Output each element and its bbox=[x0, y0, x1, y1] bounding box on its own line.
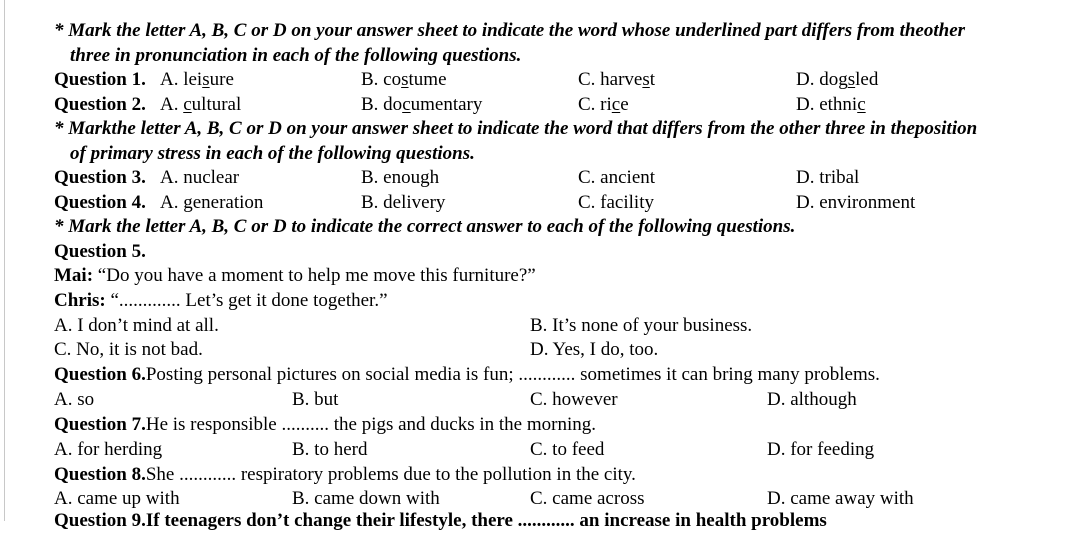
question-2-option-b[interactable]: B. documentary bbox=[361, 94, 483, 115]
question-7-option-a[interactable]: A. for herding bbox=[54, 439, 163, 460]
question-5-label: Question 5. bbox=[54, 241, 146, 262]
mai-line: “Do you have a moment to help me move this furniture?” bbox=[93, 265, 536, 286]
correct-answer-instruction: * Mark the letter A, B, C or D to indicate the correct answer to each of the following questions. bbox=[54, 216, 796, 237]
question-3-option-b[interactable]: B. enough bbox=[361, 167, 440, 188]
question-7-text: He is responsible .......... the pigs and ducks in the morning. bbox=[145, 414, 596, 435]
question-1-label: Question 1. bbox=[54, 69, 146, 90]
question-7-options bbox=[0, 438, 1067, 462]
question-3-option-d[interactable]: D. tribal bbox=[796, 167, 860, 188]
stress-instruction-line1: * Markthe letter A, B, C or D on your answer sheet to indicate the word that differs from the other three in theposition bbox=[54, 118, 978, 139]
question-4-option-a[interactable]: A. generation bbox=[160, 192, 264, 213]
question-5-dialogue-chris bbox=[54, 289, 388, 313]
question-5-option-d[interactable]: D. Yes, I do, too. bbox=[530, 339, 659, 360]
question-4 bbox=[0, 191, 1067, 215]
question-4-option-d[interactable]: D. environment bbox=[796, 192, 916, 213]
question-3-label: Question 3. bbox=[54, 167, 146, 188]
question-6 bbox=[54, 363, 880, 387]
question-5-dialogue-mai bbox=[54, 264, 536, 288]
question-6-text: Posting personal pictures on social media is fun; ............ sometimes it can bring many problems. bbox=[145, 364, 880, 385]
question-3-option-a[interactable]: A. nuclear bbox=[160, 167, 240, 188]
question-4-option-c[interactable]: C. facility bbox=[578, 192, 654, 213]
question-5-option-b[interactable]: B. It’s none of your business. bbox=[530, 315, 753, 336]
question-2-option-d[interactable]: D. ethnic bbox=[796, 94, 866, 115]
speaker-chris: Chris: bbox=[54, 290, 106, 311]
question-6-options bbox=[0, 388, 1067, 412]
question-8-option-b[interactable]: B. came down with bbox=[292, 488, 440, 509]
question-1-option-c[interactable]: C. harvest bbox=[578, 69, 656, 90]
speaker-mai: Mai: bbox=[54, 265, 94, 286]
question-3-option-c[interactable]: C. ancient bbox=[578, 167, 656, 188]
question-5-options-row1 bbox=[0, 314, 1067, 338]
question-6-option-c[interactable]: C. however bbox=[530, 389, 618, 410]
question-6-label: Question 6. bbox=[54, 364, 146, 385]
chris-line: “............. Let’s get it done together.” bbox=[105, 290, 388, 311]
question-6-option-b[interactable]: B. but bbox=[292, 389, 339, 410]
question-6-option-a[interactable]: A. so bbox=[54, 389, 95, 410]
question-1-option-b[interactable]: B. costume bbox=[361, 69, 447, 90]
question-8 bbox=[54, 463, 636, 487]
question-8-option-a[interactable]: A. came up with bbox=[54, 488, 180, 509]
question-7-label: Question 7. bbox=[54, 414, 146, 435]
pronunciation-instruction-line1: * Mark the letter A, B, C or D on your answer sheet to indicate the word whose underlined part differs from theother bbox=[54, 20, 966, 41]
stress-instruction-line2: of primary stress in each of the following questions. bbox=[70, 143, 475, 164]
question-1-option-a[interactable]: A. leisure bbox=[160, 69, 234, 90]
question-8-option-c[interactable]: C. came across bbox=[530, 488, 645, 509]
question-7-option-b[interactable]: B. to herd bbox=[292, 439, 368, 460]
question-5-option-a[interactable]: A. I don’t mind at all. bbox=[54, 315, 219, 336]
question-4-option-b[interactable]: B. delivery bbox=[361, 192, 446, 213]
question-7-option-d[interactable]: D. for feeding bbox=[767, 439, 875, 460]
question-2 bbox=[0, 93, 1067, 117]
question-8-option-d[interactable]: D. came away with bbox=[767, 488, 914, 509]
question-5-options-row2 bbox=[0, 338, 1067, 362]
question-7-option-c[interactable]: C. to feed bbox=[530, 439, 605, 460]
question-1 bbox=[0, 68, 1067, 92]
question-8-text: She ............ respiratory problems due to the pollution in the city. bbox=[145, 464, 636, 485]
question-2-option-a[interactable]: A. cultural bbox=[160, 94, 242, 115]
question-4-label: Question 4. bbox=[54, 192, 146, 213]
question-8-options bbox=[0, 487, 1067, 511]
question-9-partial: Question 9.If teenagers don’t change their lifestyle, there ............ an increase in health problems bbox=[54, 510, 827, 531]
question-7 bbox=[54, 413, 596, 437]
question-5-option-c[interactable]: C. No, it is not bad. bbox=[54, 339, 203, 360]
question-3 bbox=[0, 166, 1067, 190]
question-2-option-c[interactable]: C. rice bbox=[578, 94, 629, 115]
question-1-option-d[interactable]: D. dogsled bbox=[796, 69, 879, 90]
question-8-label: Question 8. bbox=[54, 464, 146, 485]
pronunciation-instruction-line2: three in pronunciation in each of the following questions. bbox=[70, 45, 522, 66]
question-6-option-d[interactable]: D. although bbox=[767, 389, 857, 410]
question-2-label: Question 2. bbox=[54, 94, 146, 115]
